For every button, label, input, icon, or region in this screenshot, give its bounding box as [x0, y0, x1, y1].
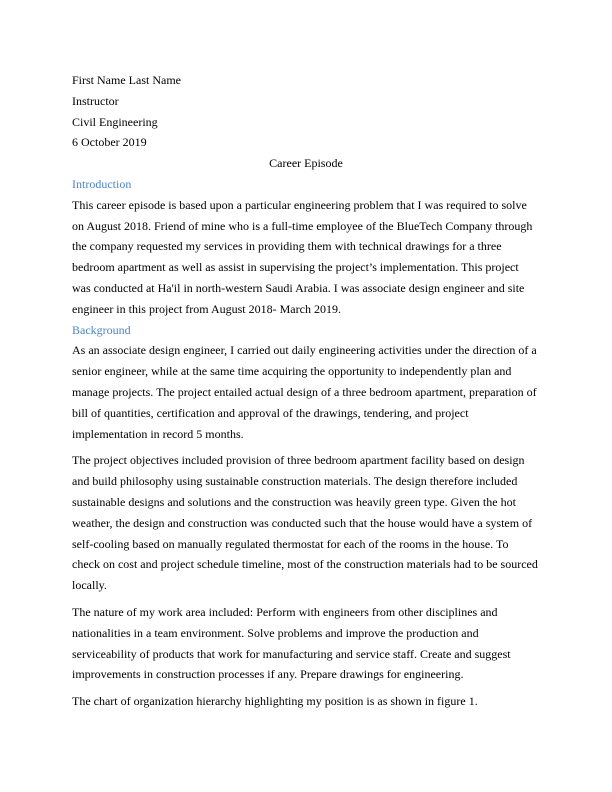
paragraph-line: was conducted at Ha'il in north-western Saudi Arabia. I was associate design engineer and site [72, 280, 525, 295]
introduction-heading: Introduction [72, 176, 132, 191]
paragraph-line: on August 2018. Friend of mine who is a full-time employee of the BlueTech Company through [72, 218, 533, 233]
background-paragraph-1 [72, 340, 540, 444]
author-name: First Name Last Name [72, 73, 181, 87]
paragraph-line: locally. [72, 578, 107, 593]
paragraph-line: This career episode is based upon a particular engineering problem that I was required to solve [72, 197, 527, 212]
paragraph-line: improvements in construction processes if any. Prepare drawings for engineering. [72, 667, 464, 682]
paragraph-line: bill of quantities, certification and approval of the drawings, tendering, and project [72, 405, 469, 420]
paragraph-line: engineer in this project from August 2018- March 2019. [72, 301, 341, 316]
paragraph-line: The chart of organization hierarchy highlighting my position is as shown in figure 1. [72, 694, 478, 709]
date-line: 6 October 2019 [72, 135, 147, 150]
paragraph-line: As an associate design engineer, I carried out daily engineering activities under the direction of a [72, 343, 537, 358]
paragraph-line: senior engineer, while at the same time acquiring the opportunity to independently plan and [72, 364, 512, 379]
paragraph-line: weather, the design and construction was conducted such that the house would have a system of [72, 515, 533, 530]
paragraph-line: manage projects. The project entailed actual design of a three bedroom apartment, preparation of [72, 384, 537, 399]
paragraph-line: The project objectives included provision of three bedroom apartment facility based on design [72, 453, 525, 468]
background-paragraph-4 [72, 691, 540, 712]
paragraph-line: self-cooling based on manually regulated thermostat for each of the rooms in the house. To [72, 536, 509, 551]
background-paragraph-2 [72, 450, 540, 596]
paragraph-line: bedroom apartment as well as assist in supervising the project’s implementation. This project [72, 260, 519, 275]
paragraph-line: check on cost and project schedule timeline, most of the construction materials had to be sourced [72, 557, 538, 572]
document-title: Career Episode [269, 156, 343, 171]
paragraph-line: implementation in record 5 months. [72, 426, 244, 441]
paragraph-line: nationalities in a team environment. Solve problems and improve the production and [72, 625, 479, 640]
background-paragraph-3 [72, 602, 540, 685]
document-body [72, 70, 540, 712]
course-line: Civil Engineering [72, 114, 158, 129]
introduction-paragraph [72, 195, 540, 320]
paragraph-line: The nature of my work area included: Perform with engineers from other disciplines and [72, 604, 498, 619]
background-heading: Background [72, 322, 131, 337]
paragraph-line: sustainable designs and solutions and the construction was heavily green type. Given the hot [72, 494, 516, 509]
paragraph-line: serviceability of products that work for manufacturing and service staff. Create and suggest [72, 646, 511, 661]
instructor-line: Instructor [72, 93, 119, 108]
paragraph-line: the company requested my services in providing them with technical drawings for a three [72, 239, 502, 254]
paragraph-line: and build philosophy using sustainable construction materials. The design therefore included [72, 474, 518, 489]
